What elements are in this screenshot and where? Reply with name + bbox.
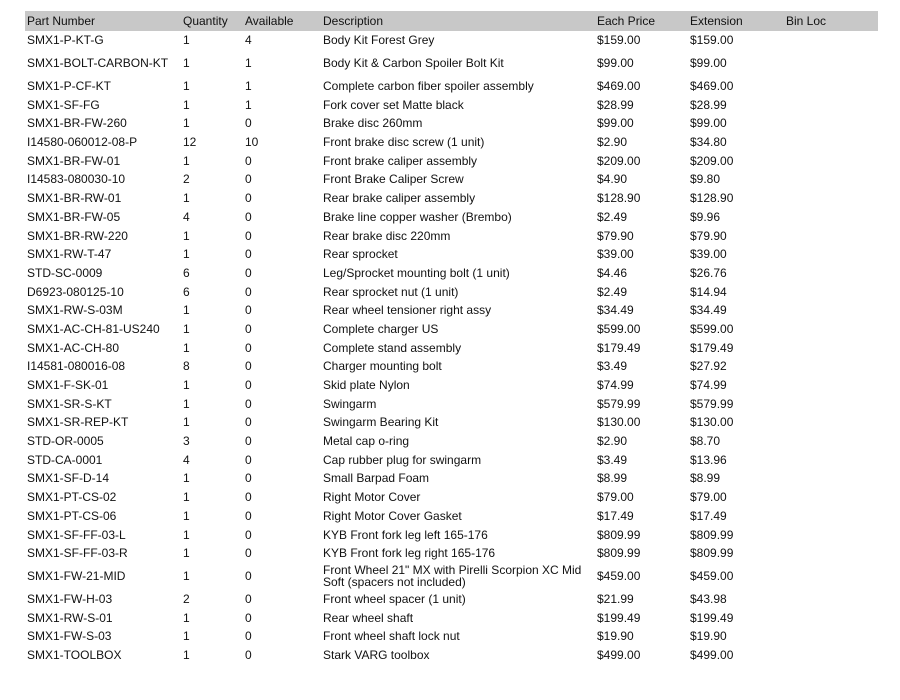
cell-each-price: $469.00 — [597, 79, 641, 94]
table-row — [25, 133, 878, 152]
cell-quantity: 1 — [183, 56, 190, 71]
cell-part-number: SMX1-SF-D-14 — [27, 471, 110, 486]
table-row — [25, 608, 878, 627]
cell-quantity: 3 — [183, 434, 190, 449]
cell-quantity: 1 — [183, 228, 190, 243]
cell-extension: $8.70 — [690, 434, 721, 449]
table-row — [25, 413, 878, 432]
cell-bin-loc — [784, 646, 878, 665]
cell-extension: $459.00 — [690, 569, 734, 584]
cell-quantity: 1 — [183, 340, 190, 355]
cell-available: 0 — [245, 284, 252, 299]
cell-extension: $14.94 — [690, 284, 727, 299]
header-part-number: Part Number — [25, 11, 181, 31]
cell-description: Small Barpad Foam — [323, 471, 430, 486]
cell-quantity: 1 — [183, 378, 190, 393]
cell-description: Swingarm — [323, 396, 377, 411]
table-row — [25, 208, 878, 227]
cell-extension: $17.49 — [690, 508, 727, 523]
header-extension: Extension — [688, 11, 784, 31]
cell-extension: $499.00 — [690, 647, 734, 662]
cell-each-price: $2.49 — [597, 209, 628, 224]
table-row — [25, 376, 878, 395]
cell-part-number: SMX1-AC-CH-80 — [27, 340, 120, 355]
cell-available: 0 — [245, 508, 252, 523]
table-row — [25, 469, 878, 488]
cell-description: Leg/Sprocket mounting bolt (1 unit) — [323, 265, 510, 280]
cell-part-number: SMX1-PT-CS-02 — [27, 490, 117, 505]
cell-description: Right Motor Cover — [323, 490, 421, 505]
cell-available: 0 — [245, 452, 252, 467]
table-body — [25, 31, 878, 664]
cell-bin-loc — [784, 31, 878, 50]
cell-bin-loc — [784, 151, 878, 170]
cell-bin-loc — [784, 469, 878, 488]
cell-available: 4 — [245, 33, 252, 48]
cell-bin-loc — [784, 376, 878, 395]
cell-bin-loc — [784, 338, 878, 357]
cell-each-price: $3.49 — [597, 359, 628, 374]
cell-extension: $26.76 — [690, 265, 727, 280]
cell-part-number: SMX1-FW-S-03 — [27, 629, 112, 644]
cell-quantity: 1 — [183, 33, 190, 48]
cell-extension: $9.96 — [690, 209, 721, 224]
cell-each-price: $28.99 — [597, 97, 634, 112]
cell-each-price: $179.49 — [597, 340, 641, 355]
cell-part-number: I14583-080030-10 — [27, 172, 126, 187]
cell-description: Front brake disc screw (1 unit) — [323, 135, 485, 150]
cell-description: Rear wheel tensioner right assy — [323, 303, 492, 318]
table-row — [25, 31, 878, 50]
cell-description: Rear brake caliper assembly — [323, 191, 476, 206]
table-row — [25, 114, 878, 133]
table-row — [25, 320, 878, 339]
cell-quantity: 1 — [183, 191, 190, 206]
cell-quantity: 1 — [183, 153, 190, 168]
cell-bin-loc — [784, 432, 878, 451]
cell-description: Front Wheel 21" MX with Pirelli Scorpion XC Mid Soft (spacers not included) — [323, 563, 582, 590]
cell-bin-loc — [784, 394, 878, 413]
cell-bin-loc — [784, 226, 878, 245]
cell-description: Complete charger US — [323, 321, 439, 336]
cell-description: Fork cover set Matte black — [323, 97, 464, 112]
cell-quantity: 12 — [183, 135, 197, 150]
cell-available: 0 — [245, 340, 252, 355]
cell-bin-loc — [784, 450, 878, 469]
cell-extension: $159.00 — [690, 33, 734, 48]
cell-each-price: $459.00 — [597, 569, 641, 584]
cell-description: Swingarm Bearing Kit — [323, 415, 439, 430]
cell-each-price: $21.99 — [597, 591, 634, 606]
cell-description: Front wheel shaft lock nut — [323, 629, 460, 644]
cell-bin-loc — [784, 525, 878, 544]
cell-quantity: 1 — [183, 97, 190, 112]
cell-part-number: SMX1-RW-S-03M — [27, 303, 123, 318]
header-bin-loc: Bin Loc — [784, 11, 878, 31]
table-row — [25, 245, 878, 264]
table-row — [25, 170, 878, 189]
cell-bin-loc — [784, 413, 878, 432]
cell-part-number: I14581-080016-08 — [27, 359, 126, 374]
cell-available: 10 — [245, 135, 259, 150]
cell-quantity: 1 — [183, 396, 190, 411]
cell-part-number: SMX1-FW-H-03 — [27, 591, 113, 606]
cell-description: Complete stand assembly — [323, 340, 462, 355]
cell-part-number: SMX1-RW-T-47 — [27, 247, 112, 262]
cell-description: Rear wheel shaft — [323, 610, 414, 625]
cell-bin-loc — [784, 320, 878, 339]
cell-description: KYB Front fork leg left 165-176 — [323, 527, 488, 542]
cell-part-number: SMX1-FW-21-MID — [27, 569, 126, 584]
cell-each-price: $79.00 — [597, 490, 634, 505]
table-row — [25, 525, 878, 544]
cell-bin-loc — [784, 114, 878, 133]
cell-each-price: $8.99 — [597, 471, 628, 486]
table-row — [25, 627, 878, 646]
cell-available: 0 — [245, 471, 252, 486]
cell-available: 0 — [245, 629, 252, 644]
table-row — [25, 189, 878, 208]
cell-quantity: 4 — [183, 452, 190, 467]
cell-each-price: $2.90 — [597, 434, 628, 449]
cell-part-number: SMX1-P-KT-G — [27, 33, 104, 48]
cell-each-price: $809.99 — [597, 546, 641, 561]
cell-part-number: SMX1-P-CF-KT — [27, 79, 111, 94]
cell-available: 0 — [245, 172, 252, 187]
cell-bin-loc — [784, 507, 878, 526]
cell-part-number: SMX1-BR-RW-01 — [27, 191, 122, 206]
cell-bin-loc — [784, 50, 878, 77]
table-row — [25, 151, 878, 170]
cell-quantity: 4 — [183, 209, 190, 224]
cell-extension: $179.49 — [690, 340, 734, 355]
cell-description: Body Kit & Carbon Spoiler Bolt Kit — [323, 56, 504, 71]
cell-each-price: $99.00 — [597, 56, 634, 71]
header-row — [25, 11, 878, 31]
cell-each-price: $499.00 — [597, 647, 641, 662]
cell-available: 0 — [245, 265, 252, 280]
cell-quantity: 8 — [183, 359, 190, 374]
cell-description: Front Brake Caliper Screw — [323, 172, 464, 187]
cell-bin-loc — [784, 133, 878, 152]
cell-each-price: $34.49 — [597, 303, 634, 318]
cell-quantity: 1 — [183, 415, 190, 430]
cell-extension: $128.90 — [690, 191, 734, 206]
cell-extension: $79.90 — [690, 228, 727, 243]
cell-available: 0 — [245, 434, 252, 449]
cell-description: KYB Front fork leg right 165-176 — [323, 546, 496, 561]
cell-description: Front wheel spacer (1 unit) — [323, 591, 466, 606]
cell-each-price: $79.90 — [597, 228, 634, 243]
cell-extension: $43.98 — [690, 591, 727, 606]
table-row — [25, 301, 878, 320]
cell-part-number: SMX1-BR-RW-220 — [27, 228, 128, 243]
cell-quantity: 1 — [183, 527, 190, 542]
cell-quantity: 1 — [183, 629, 190, 644]
cell-available: 0 — [245, 490, 252, 505]
cell-part-number: SMX1-AC-CH-81-US240 — [27, 321, 160, 336]
cell-available: 0 — [245, 247, 252, 262]
cell-part-number: STD-CA-0001 — [27, 452, 103, 467]
cell-part-number: SMX1-BR-FW-05 — [27, 209, 121, 224]
header-available: Available — [243, 11, 321, 31]
cell-bin-loc — [784, 301, 878, 320]
table-row — [25, 338, 878, 357]
header-description: Description — [321, 11, 595, 31]
cell-bin-loc — [784, 189, 878, 208]
cell-quantity: 1 — [183, 116, 190, 131]
cell-quantity: 1 — [183, 610, 190, 625]
cell-description: Stark VARG toolbox — [323, 647, 430, 662]
cell-available: 0 — [245, 396, 252, 411]
cell-part-number: SMX1-SF-FF-03-R — [27, 546, 128, 561]
parts-sheet — [25, 11, 878, 664]
cell-extension: $19.90 — [690, 629, 727, 644]
cell-extension: $13.96 — [690, 452, 727, 467]
cell-each-price: $17.49 — [597, 508, 634, 523]
cell-quantity: 1 — [183, 303, 190, 318]
cell-bin-loc — [784, 245, 878, 264]
cell-extension: $209.00 — [690, 153, 734, 168]
cell-each-price: $4.90 — [597, 172, 628, 187]
cell-bin-loc — [784, 563, 878, 590]
cell-part-number: STD-SC-0009 — [27, 265, 103, 280]
cell-quantity: 1 — [183, 490, 190, 505]
cell-bin-loc — [784, 170, 878, 189]
table-row — [25, 563, 878, 590]
table-row — [25, 50, 878, 77]
cell-quantity: 1 — [183, 247, 190, 262]
cell-bin-loc — [784, 488, 878, 507]
cell-each-price: $809.99 — [597, 527, 641, 542]
cell-available: 0 — [245, 153, 252, 168]
cell-extension: $34.80 — [690, 135, 727, 150]
cell-bin-loc — [784, 608, 878, 627]
cell-part-number: SMX1-SR-S-KT — [27, 396, 112, 411]
cell-available: 0 — [245, 647, 252, 662]
cell-available: 0 — [245, 209, 252, 224]
cell-extension: $8.99 — [690, 471, 721, 486]
cell-available: 1 — [245, 56, 252, 71]
cell-each-price: $599.00 — [597, 321, 641, 336]
cell-available: 0 — [245, 191, 252, 206]
table-row — [25, 264, 878, 283]
cell-part-number: I14580-060012-08-P — [27, 135, 138, 150]
cell-part-number: SMX1-PT-CS-06 — [27, 508, 117, 523]
cell-part-number: STD-OR-0005 — [27, 434, 104, 449]
table-row — [25, 226, 878, 245]
cell-each-price: $199.49 — [597, 610, 641, 625]
header-quantity: Quantity — [181, 11, 243, 31]
cell-available: 1 — [245, 97, 252, 112]
cell-bin-loc — [784, 208, 878, 227]
cell-part-number: D6923-080125-10 — [27, 284, 124, 299]
cell-part-number: SMX1-F-SK-01 — [27, 378, 109, 393]
cell-extension: $99.00 — [690, 116, 727, 131]
cell-extension: $130.00 — [690, 415, 734, 430]
cell-quantity: 1 — [183, 569, 190, 584]
cell-part-number: SMX1-BR-FW-260 — [27, 116, 127, 131]
cell-each-price: $2.90 — [597, 135, 628, 150]
cell-quantity: 6 — [183, 284, 190, 299]
parts-table — [25, 11, 878, 664]
cell-bin-loc — [784, 95, 878, 114]
cell-bin-loc — [784, 627, 878, 646]
cell-description: Cap rubber plug for swingarm — [323, 452, 482, 467]
cell-part-number: SMX1-SF-FF-03-L — [27, 527, 126, 542]
cell-available: 0 — [245, 116, 252, 131]
cell-each-price: $128.90 — [597, 191, 641, 206]
cell-part-number: SMX1-BOLT-CARBON-KT — [27, 56, 169, 71]
cell-each-price: $4.46 — [597, 265, 628, 280]
table-row — [25, 488, 878, 507]
table-row — [25, 450, 878, 469]
cell-extension: $79.00 — [690, 490, 727, 505]
cell-quantity: 1 — [183, 471, 190, 486]
cell-each-price: $39.00 — [597, 247, 634, 262]
cell-bin-loc — [784, 590, 878, 609]
cell-part-number: SMX1-SR-REP-KT — [27, 415, 129, 430]
cell-extension: $39.00 — [690, 247, 727, 262]
cell-each-price: $209.00 — [597, 153, 641, 168]
cell-available: 0 — [245, 378, 252, 393]
cell-part-number: SMX1-RW-S-01 — [27, 610, 113, 625]
table-header — [25, 11, 878, 31]
cell-bin-loc — [784, 77, 878, 96]
cell-each-price: $3.49 — [597, 452, 628, 467]
cell-part-number: SMX1-BR-FW-01 — [27, 153, 121, 168]
cell-available: 0 — [245, 359, 252, 374]
cell-description: Metal cap o-ring — [323, 434, 410, 449]
cell-description: Brake disc 260mm — [323, 116, 423, 131]
cell-available: 0 — [245, 546, 252, 561]
table-row — [25, 282, 878, 301]
cell-bin-loc — [784, 264, 878, 283]
cell-extension: $469.00 — [690, 79, 734, 94]
table-row — [25, 544, 878, 563]
cell-extension: $99.00 — [690, 56, 727, 71]
cell-available: 0 — [245, 569, 252, 584]
cell-extension: $809.99 — [690, 546, 734, 561]
cell-quantity: 1 — [183, 647, 190, 662]
cell-available: 0 — [245, 527, 252, 542]
cell-available: 1 — [245, 79, 252, 94]
cell-each-price: $99.00 — [597, 116, 634, 131]
cell-part-number: SMX1-SF-FG — [27, 97, 100, 112]
cell-bin-loc — [784, 357, 878, 376]
cell-part-number: SMX1-TOOLBOX — [27, 647, 122, 662]
cell-description: Charger mounting bolt — [323, 359, 442, 374]
cell-quantity: 2 — [183, 172, 190, 187]
table-row — [25, 394, 878, 413]
cell-description: Body Kit Forest Grey — [323, 33, 435, 48]
cell-quantity: 1 — [183, 546, 190, 561]
cell-each-price: $19.90 — [597, 629, 634, 644]
cell-description: Skid plate Nylon — [323, 378, 410, 393]
table-row — [25, 646, 878, 665]
table-row — [25, 77, 878, 96]
cell-available: 0 — [245, 415, 252, 430]
cell-quantity: 2 — [183, 591, 190, 606]
cell-description: Complete carbon fiber spoiler assembly — [323, 79, 534, 94]
cell-each-price: $2.49 — [597, 284, 628, 299]
table-row — [25, 357, 878, 376]
cell-extension: $74.99 — [690, 378, 727, 393]
cell-description: Front brake caliper assembly — [323, 153, 478, 168]
cell-quantity: 1 — [183, 321, 190, 336]
cell-each-price: $74.99 — [597, 378, 634, 393]
header-each-price: Each Price — [595, 11, 688, 31]
cell-description: Right Motor Cover Gasket — [323, 508, 462, 523]
cell-quantity: 1 — [183, 79, 190, 94]
cell-description: Brake line copper washer (Brembo) — [323, 209, 512, 224]
cell-description: Rear brake disc 220mm — [323, 228, 451, 243]
cell-available: 0 — [245, 591, 252, 606]
table-row — [25, 507, 878, 526]
cell-each-price: $130.00 — [597, 415, 641, 430]
cell-available: 0 — [245, 321, 252, 336]
table-row — [25, 432, 878, 451]
table-row — [25, 590, 878, 609]
cell-description: Rear sprocket — [323, 247, 398, 262]
table-row — [25, 95, 878, 114]
cell-extension: $579.99 — [690, 396, 734, 411]
cell-extension: $599.00 — [690, 321, 734, 336]
cell-available: 0 — [245, 610, 252, 625]
cell-extension: $27.92 — [690, 359, 727, 374]
cell-each-price: $159.00 — [597, 33, 641, 48]
cell-each-price: $579.99 — [597, 396, 641, 411]
cell-bin-loc — [784, 544, 878, 563]
cell-quantity: 1 — [183, 508, 190, 523]
cell-extension: $9.80 — [690, 172, 721, 187]
cell-description: Rear sprocket nut (1 unit) — [323, 284, 459, 299]
cell-extension: $28.99 — [690, 97, 727, 112]
cell-available: 0 — [245, 303, 252, 318]
cell-extension: $34.49 — [690, 303, 727, 318]
cell-bin-loc — [784, 282, 878, 301]
cell-extension: $809.99 — [690, 527, 734, 542]
cell-extension: $199.49 — [690, 610, 734, 625]
cell-available: 0 — [245, 228, 252, 243]
cell-quantity: 6 — [183, 265, 190, 280]
